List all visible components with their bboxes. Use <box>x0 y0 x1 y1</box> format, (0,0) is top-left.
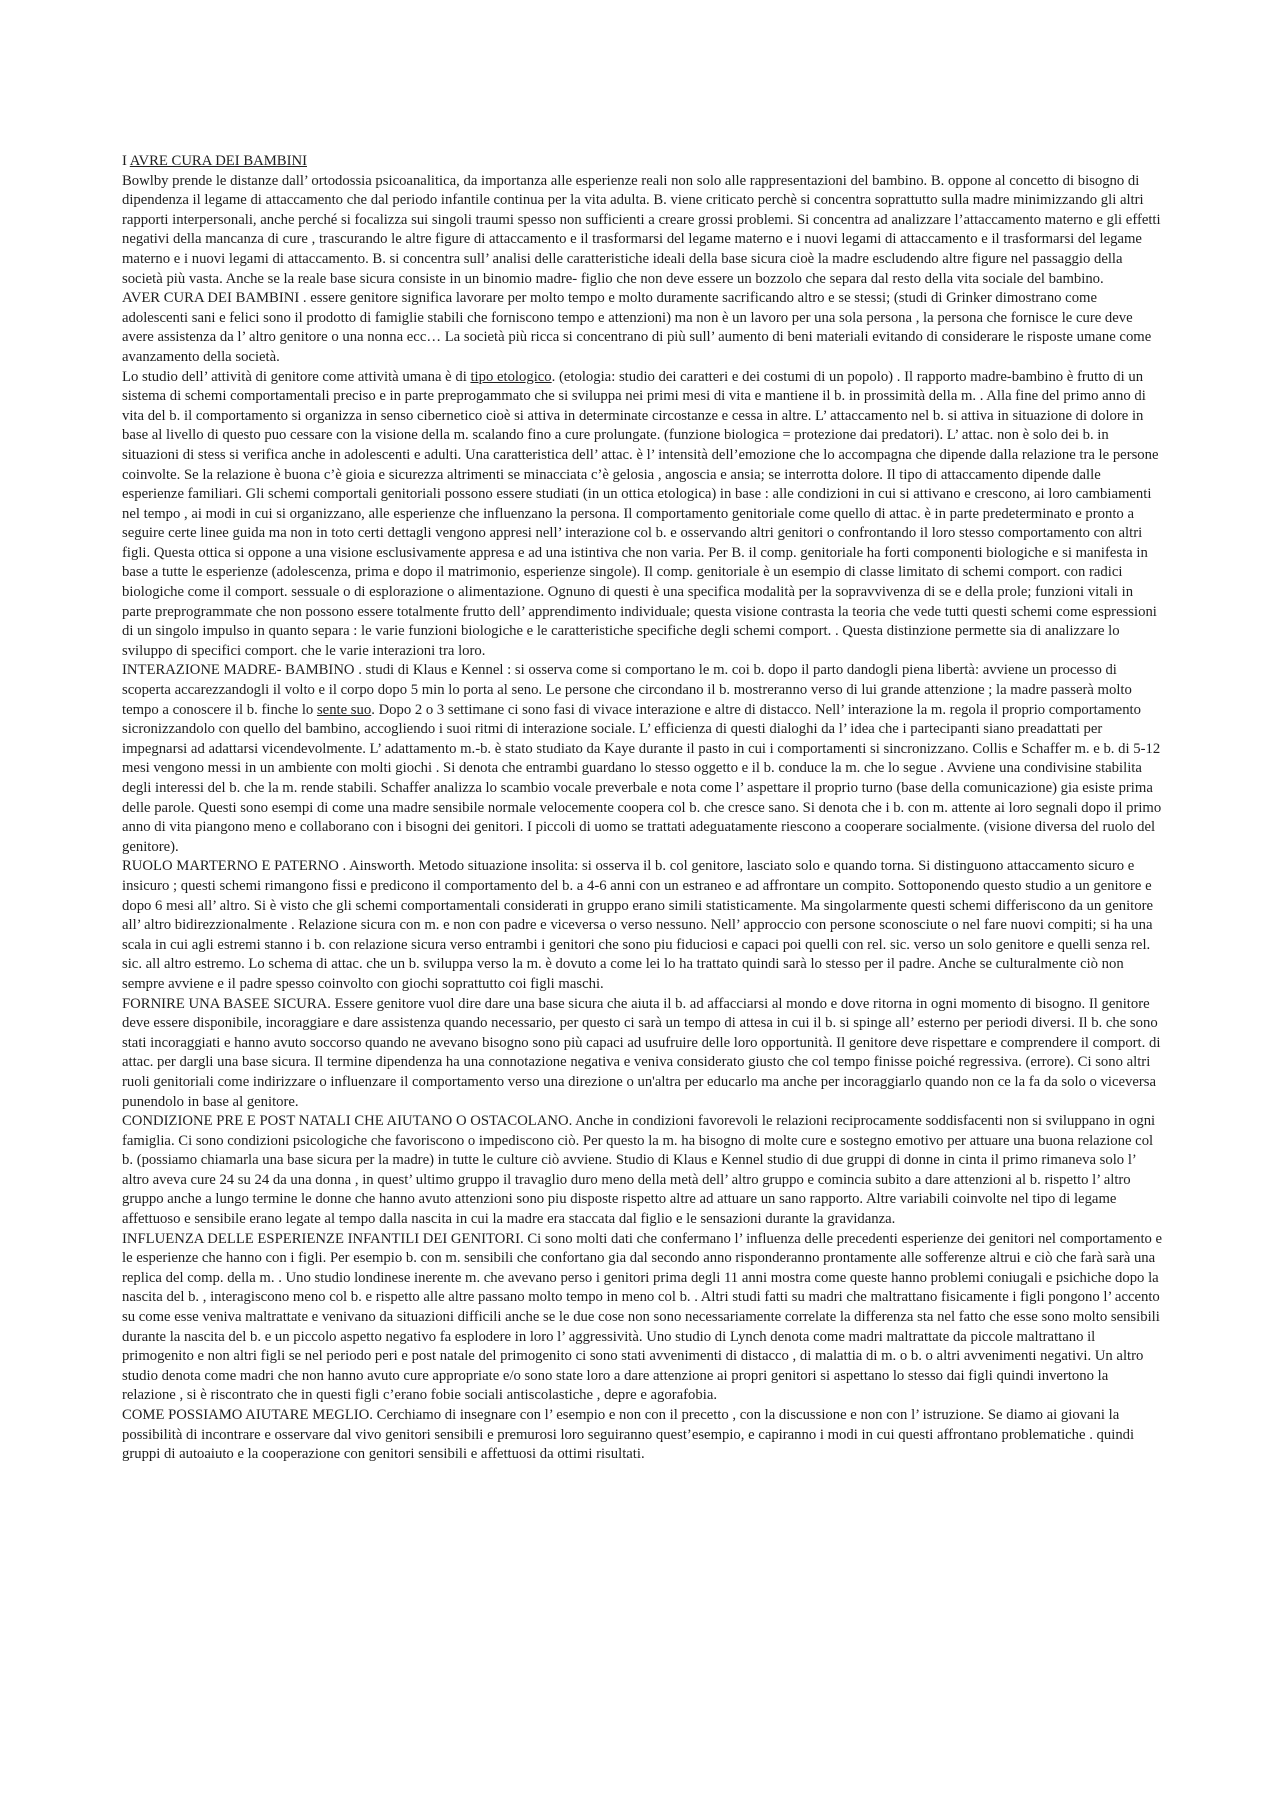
paragraph-text: . (etologia: studio dei caratteri e dei costumi di un popolo) . Il rapporto madre-bambino è frutto di un sistema di schemi comportamentali preciso e in parte preprogammato che si sviluppa nei primi mesi di vita e mantiene il b. in prossimità della m. . Alla fine del primo anno di vita del b. il comportamento si organizza in senso cibernetico cioè si attiva in determinate circostanze e cessa in altre. L’ attaccamento nel b. si attiva in situazione di dolore in base al livello di questo puo cessare con la visione della m. scalando fino a cure prolungate. (funzione biologica = protezione dai predatori). L’ attac. non è solo dei b. in situazioni di stess si verifica anche in adolescenti e adulti. Una caratteristica dell’ attac. è l’ intensità dell’emozione che lo accompagna che dipende dalla relazione tra le persone coinvolte. Se la relazione è buona c’è gioia e sicurezza altrimenti se minacciata c’è gelosia , angoscia e ansia; se interrotta dolore. Il tipo di attaccamento dipende dalle esperienze familiari. Gli schemi comportali genitoriali possono essere studiati (in un ottica etologica) in base : alle condizioni in cui si attivano e crescono, ai loro cambiamenti nel tempo , ai modi in cui si organizzano, alle esperienze che influenzano la persona. Il comportamento genitoriale come quello di attac. è in parte predeterminato e pronto a seguire certe linee guida ma non in toto certi dettagli vengono appresi nell’ interazione col b. e osservando altri genitori o confrontando il loro stesso comportamento con altri figli. Questa ottica si oppone a una visione esclusivamente appresa e ad una istintiva che non varia. Per B. il comp. genitoriale ha forti componenti biologiche e si manifesta in base a tutte le esperienze (adolescenza, prima e dopo il matrimonio, esperienze singole). Il comp. genitoriale è un esempio di classe limitato di schemi comport. con radici biologiche come il comport. sessuale o di esplorazione o alimentazione. Ognuno di questi è una specifica modalità per la sopravvivenza di se e della prole; funzioni vitali in parte preprogrammate che non possono essere totalmente frutto dell’ apprendimento individuale; questa visione contrasta la teoria che vede tutti questi schemi come espressioni di un singolo impulso in quanto separa : le varie funzioni biologiche e le caratteristiche specifiche degli schemi comport. . Questa distinzione permette sia di analizzare lo sviluppo di specifici comport. che le varie interazioni tra loro. <box>122 368 1159 659</box>
document-title <box>122 152 1164 172</box>
title-underlined: AVRE CURA DEI BAMBINI <box>129 153 307 169</box>
paragraph-influenza: INFLUENZA DELLE ESPERIENZE INFANTILI DEI GENITORI. Ci sono molti dati che confermano l’ influenza delle precedenti esperienze dei genitori nel comportamento e le esperienze che hanno con i figli. Per esempio b. con m. sensibili che confortano gia dal secondo anno risponderanno prontamente alle sofferenze altrui e ciò che farà sarà una replica del comp. della m. . Uno studio londinese inerente m. che avevano perso i genitori prima degli 11 anni mostra come queste hanno problemi coniugali e psichiche dopo la nascita del b. , interagiscono meno col b. e rispetto alle altre passano molto tempo in meno col b. . Altri studi fatti su madri che maltrattano fisicamente i figli pongono l’ accento su come esse veniva maltrattate e venivano da situazioni difficili anche se le due cose non sono necessariamente correlate la differenza sta nel fatto che esse sono molto sensibili durante la nascita del b. e un piccolo aspetto negativo fa esplodere in loro l’ aggressività. Uno studio di Lynch denota come madri maltrattate da piccole maltrattano il primogenito e non altri figli se nel periodo peri e post natale del primogenito ci sono stati avvenimenti di distacco , di malattia di m. o b. o altri avvenimenti negativi. Un altro studio denota come madri che non hanno avuto cure appropriate e/o sono state loro a dare attenzione ai propri genitori si aspettano lo stesso dai figli quindi invertono la relazione , si è riscontrato che in questi figli c’erano fobie sociali antiscolastiche , depre e agorafobia. <box>122 1230 1163 1404</box>
paragraph-interazione <box>122 661 1164 857</box>
paragraph-condizione: CONDIZIONE PRE E POST NATALI CHE AIUTANO O OSTACOLANO. Anche in condizioni favorevoli le relazioni reciprocamente soddisfacenti non si sviluppano in ogni famiglia. Ci sono condizioni psicologiche che favoriscono o impediscono ciò. Per questo la m. ha bisogno di molte cure e sostegno emotivo per attuare una buona relazione col b. (possiamo chiamarla una base sicura per la madre) in tutte le culture ciò avviene. Studio di Klaus e Kennel studio di due gruppi di donne in cinta il primo rimaneva solo l’ altro aveva cure 24 su 24 da una donna , in quest’ ultimo gruppo il travaglio duro meno della metà dell’ altro gruppo e comincia subito a dare attenzioni al b. rispetto l’ altro gruppo anche a lungo termine le donne che hanno avuto attenzioni sono piu disposte rispetto altre ad attuare un sano rapporto. Altre variabili coinvolte nel tipo di legame affettuoso e sensibile erano legate al tempo dalla nascita in cui la madre era staccata dal figlio e le sensazioni durante la gravidanza. <box>122 1113 1156 1228</box>
paragraph-text: . Dopo 2 o 3 settimane ci sono fasi di vivace interazione e altre di distacco. Nell’ interazione la m. regola il proprio comportamento sicronizzandolo con quello del bambino, accogliendo i suoi ritmi di interazione sociale. L’ efficienza di questi dialoghi da l’ idea che i partecipanti siano preadattati per impegnarsi ad adattarsi vicendevolmente. L’ adattamento m.-b. è stato studiato da Kaye durante il pasto in cui i comportamenti si sincronizzano. Collis e Schaffer m. e b. di 5-12 mesi vengono messi in un ambiente con molti giochi . Si denota che entrambi guardano lo stesso oggetto e il b. conduce la m. che lo segue . Avviene una condivisine stabilita degli interessi del b. che la m. rende stabili. Schaffer analizza lo scambio vocale preverbale e nota come l’ aspettare il proprio turno (base della comunicazione) gia esiste prima delle parole. Questi sono esempi di come una madre sensibile normale velocemente coopera col b. che cresce sano. Si denota che i b. con m. attente ai loro segnali dopo il primo anno di vita piangono meno e collaborano con i bisogni dei genitori. I piccoli di uomo se trattati adeguatamente riescono a cooperare socialmente. (visione diversa del ruolo del genitore). <box>122 701 1162 855</box>
paragraph-come-possiamo: COME POSSIAMO AIUTARE MEGLIO. Cerchiamo di insegnare con l’ esempio e non con il precetto , con la discussione e non con l’ istruzione. Se diamo ai giovani la possibilità di incontrare e osservare dal vivo genitori sensibili e premurosi loro seguiranno quest’esempio, e capiranno i modi in cui questi affrontano problematiche . quindi gruppi di autoaiuto e la cooperazione con genitori sensibili e affettuosi da ottimi risultati. <box>122 1407 1135 1463</box>
paragraph-bowlby: Bowlby prende le distanze dall’ ortodossia psicoanalitica, da importanza alle esperienze reali non solo alle rappresentazioni del bambino. B. oppone al concetto di bisogno di dipendenza il legame di attaccamento che dal periodo infantile continua per la vita adulta. B. viene criticato perchè si concentra soprattutto sulla madre minimizzando gli altri rapporti interpersonali, anche perché si focalizza sui singoli traumi spesso non sufficienti a creare grossi problemi. Si concentra ad analizzare l’attaccamento materno e gli effetti negativi della mancanza di cure , trascurando le altre figure di attaccamento e il trasformarsi del legame materno e i nuovi legami di attaccamento e il trasformarsi del legame materno e i nuovi legami di attaccamento. B. si concentra sull’ analisi delle caratteristiche ideali della base sicura cioè la madre escludendo altre figure nel passaggio della società più vasta. Anche se la reale base sicura consiste in un binomio madre- figlio che non deve essere un bozzolo che separa dal resto della vita sociale del bambino. <box>122 172 1161 287</box>
underlined-term: sente suo <box>316 701 372 718</box>
title-prefix: I <box>122 153 130 169</box>
paragraph-ruolo: RUOLO MARTERNO E PATERNO . Ainsworth. Metodo situazione insolita: si osserva il b. col genitore, lasciato solo e quando torna. Si distinguono attaccamento sicuro e insicuro ; questi schemi rimangono fissi e predicono il comportamento del b. a 4-6 anni con un estraneo e ad affrontare un compito. Sottoponendo questo studio a un genitore e dopo 6 mesi all’ altro. Si è visto che gli schemi comportamentali considerati in gruppo erano simili statisticamente. Ma singolarmente questi schemi differiscono da un genitore all’ altro bidirezzionalmente . Relazione sicura con m. e non con padre e viceversa o verso nessuno. Nell’ approccio con persone sconosciute o nel fare nuovi compiti; si ha una scala in cui agli estremi stanno i b. con relazione sicura verso entrambi i genitori che sono piu fiduciosi e capaci poi quelli con rel. sic. verso un solo genitore e quelli senza rel. sic. all altro estremo. Lo schema di attac. che un b. sviluppa verso la m. è dovuto a come lei lo ha trattato quindi sarà lo stesso per il padre. Anche se culturalmente ciò non sempre avviene e il padre spesso coinvolto con giochi soprattutto coi figli maschi. <box>122 858 1153 992</box>
paragraph-text: INTERAZIONE MADRE- BAMBINO . studi di Klaus e Kennel : si osserva come si comportano le m. coi b. dopo il parto dandogli piena libertà: avviene un processo di scoperta accarezzandogli il volto e il corpo dopo 5 min lo porta al seno. Le persone che circondano il b. mostreranno verso di lui grande attenzione ; la madre passerà molto tempo a conoscere il b. finche lo <box>122 662 1132 718</box>
paragraph-base-sicura: FORNIRE UNA BASEE SICURA. Essere genitore vuol dire dare una base sicura che aiuta il b. ad affacciarsi al mondo e dove ritorna in ogni momento di bisogno. Il genitore deve essere disponibile, incoraggiare e dare assistenza quando necessario, per questo ci sarà un tempo di attesa in cui il b. si spinge all’ esterno per periodi diversi. Il b. che sono stati incoraggiati e hanno avuto soccorso quando ne avevano bisogno sono più capaci ad usufruire delle loro opportunità. Il genitore deve rispettare e comprendere il comport. di attac. per dargli una base sicura. Il termine dipendenza ha una connotazione negativa e veniva considerato giusto che col tempo finisse poiché regressiva. (errore). Ci sono altri ruoli genitoriali come indirizzare o influenzare il comportamento verso una direzione o un'altra per educarlo ma anche per incoraggiarlo quando non ce la fa da solo o viceversa punendolo in base al genitore. <box>122 995 1161 1110</box>
paragraph-studio-attivita <box>122 368 1164 662</box>
document-page <box>122 152 1164 1465</box>
paragraph-aver-cura: AVER CURA DEI BAMBINI . essere genitore significa lavorare per molto tempo e molto duramente sacrificando altro e se stessi; (studi di Grinker dimostrano come adolescenti sani e felici sono il prodotto di famiglie stabili che forniscono tempo e attenzioni) ma non è un lavoro per una sola persona , la persona che fornisce le cure deve avere assistenza da l’ altro genitore o una nonna ecc… La società più ricca si concentrano di più sull’ aumento di beni materiali evitando di considerare le risposte umane come avanzamento della società. <box>122 290 1152 365</box>
underlined-term: tipo etologico <box>470 368 552 385</box>
paragraph-text: Lo studio dell’ attività di genitore come attività umana è di <box>122 368 471 385</box>
